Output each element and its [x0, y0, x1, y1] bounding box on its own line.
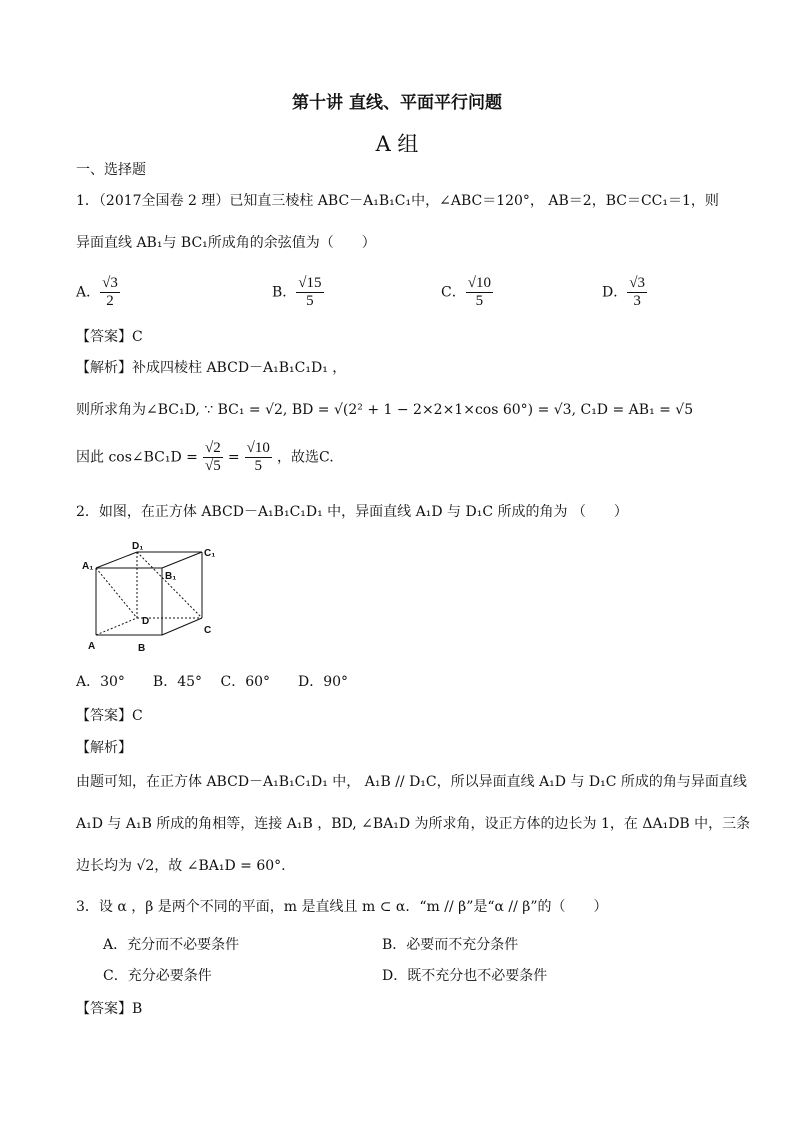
- label-c: C: [204, 625, 212, 636]
- edge-b-c: [162, 618, 202, 635]
- page-title: 第十讲 直线、平面平行问题: [292, 93, 502, 113]
- edge-b1-c1: [162, 552, 202, 568]
- q1-answer: 【答案】C: [76, 329, 143, 345]
- q1-option-a: A． $\frac{√3}{2}$: [76, 275, 118, 309]
- edge-a1-d1: [96, 552, 137, 568]
- group-heading: A 组: [375, 132, 419, 156]
- q3-option-d: D．既不充分也不必要条件: [382, 968, 548, 984]
- q3-answer: 【答案】B: [76, 1001, 143, 1017]
- cube-figure: [80, 538, 230, 658]
- diag-a1-d: [96, 568, 137, 618]
- q2-analysis-line1: 由题可知，在正方体 ABCD－A₁B₁C₁D₁ 中， A₁B // D₁C，所以异面直线 A₁D 与 D₁C 所成的角与异面直线: [76, 774, 747, 790]
- q2-answer: 【答案】C: [76, 708, 143, 724]
- q1-analysis-line1: 【解析】补成四棱柱 ABCD－A₁B₁C₁D₁ ，: [76, 360, 347, 376]
- q1-option-c: C． $\frac{√10}{5}$: [441, 275, 491, 309]
- q3-option-c: C．充分必要条件: [103, 968, 212, 984]
- diag-d1-c: [137, 552, 202, 618]
- q3-option-a: A．充分而不必要条件: [103, 937, 240, 953]
- q2-options: A．30° B．45° C．60° D．90°: [76, 674, 349, 690]
- label-a1: A₁: [82, 561, 94, 572]
- q1-analysis-line2: 则所求角为∠BC₁D, ∵ BC₁ = √2, BD = √(2² + 1 − 2×2×1×cos 60°) = √3, C₁D = AB₁ = √5: [76, 402, 694, 418]
- q1-stem-line2: 异面直线 AB₁与 BC₁所成角的余弦值为（ ）: [76, 235, 376, 251]
- edge-a-d: [96, 618, 137, 635]
- label-c1: C₁: [204, 548, 216, 559]
- q3-option-b: B．必要而不充分条件: [382, 937, 519, 953]
- label-b1: B₁: [165, 571, 177, 582]
- section-heading: 一、选择题: [76, 162, 146, 178]
- q1-option-d: D． $\frac{√3}{3}$: [602, 275, 645, 309]
- q1-option-b: B． $\frac{√15}{5}$: [272, 275, 322, 309]
- label-d: D: [142, 616, 150, 627]
- q1-stem-line1: 1．（2017全国卷 2 理）已知直三棱柱 ABC－A₁B₁C₁中，∠ABC＝120°， AB＝2，BC＝CC₁＝1，则: [76, 193, 719, 209]
- q2-analysis-head: 【解析】: [76, 740, 132, 756]
- label-b: B: [138, 643, 146, 654]
- q3-stem: 3．设 α ，β 是两个不同的平面，m 是直线且 m ⊂ α．“m // β”是“α // β”的（ ）: [76, 899, 608, 915]
- label-d1: D₁: [132, 541, 144, 552]
- q2-stem: 2．如图，在正方体 ABCD－A₁B₁C₁D₁ 中，异面直线 A₁D 与 D₁C 所成的角为 （ ）: [76, 504, 628, 520]
- label-a: A: [88, 641, 96, 652]
- q1-analysis-line3: 因此 cos∠BC₁D = $\frac{√2}{√5}$ = $\frac{√10}{5}$ ，故选C.: [76, 440, 334, 474]
- q2-analysis-line3: 边长均为 √2，故 ∠BA₁D = 60°.: [76, 858, 286, 874]
- q2-analysis-line2: A₁D 与 A₁B 所成的角相等，连接 A₁B ，BD, ∠BA₁D 为所求角，设正方体的边长为 1，在 ΔA₁DB 中，三条: [76, 816, 751, 832]
